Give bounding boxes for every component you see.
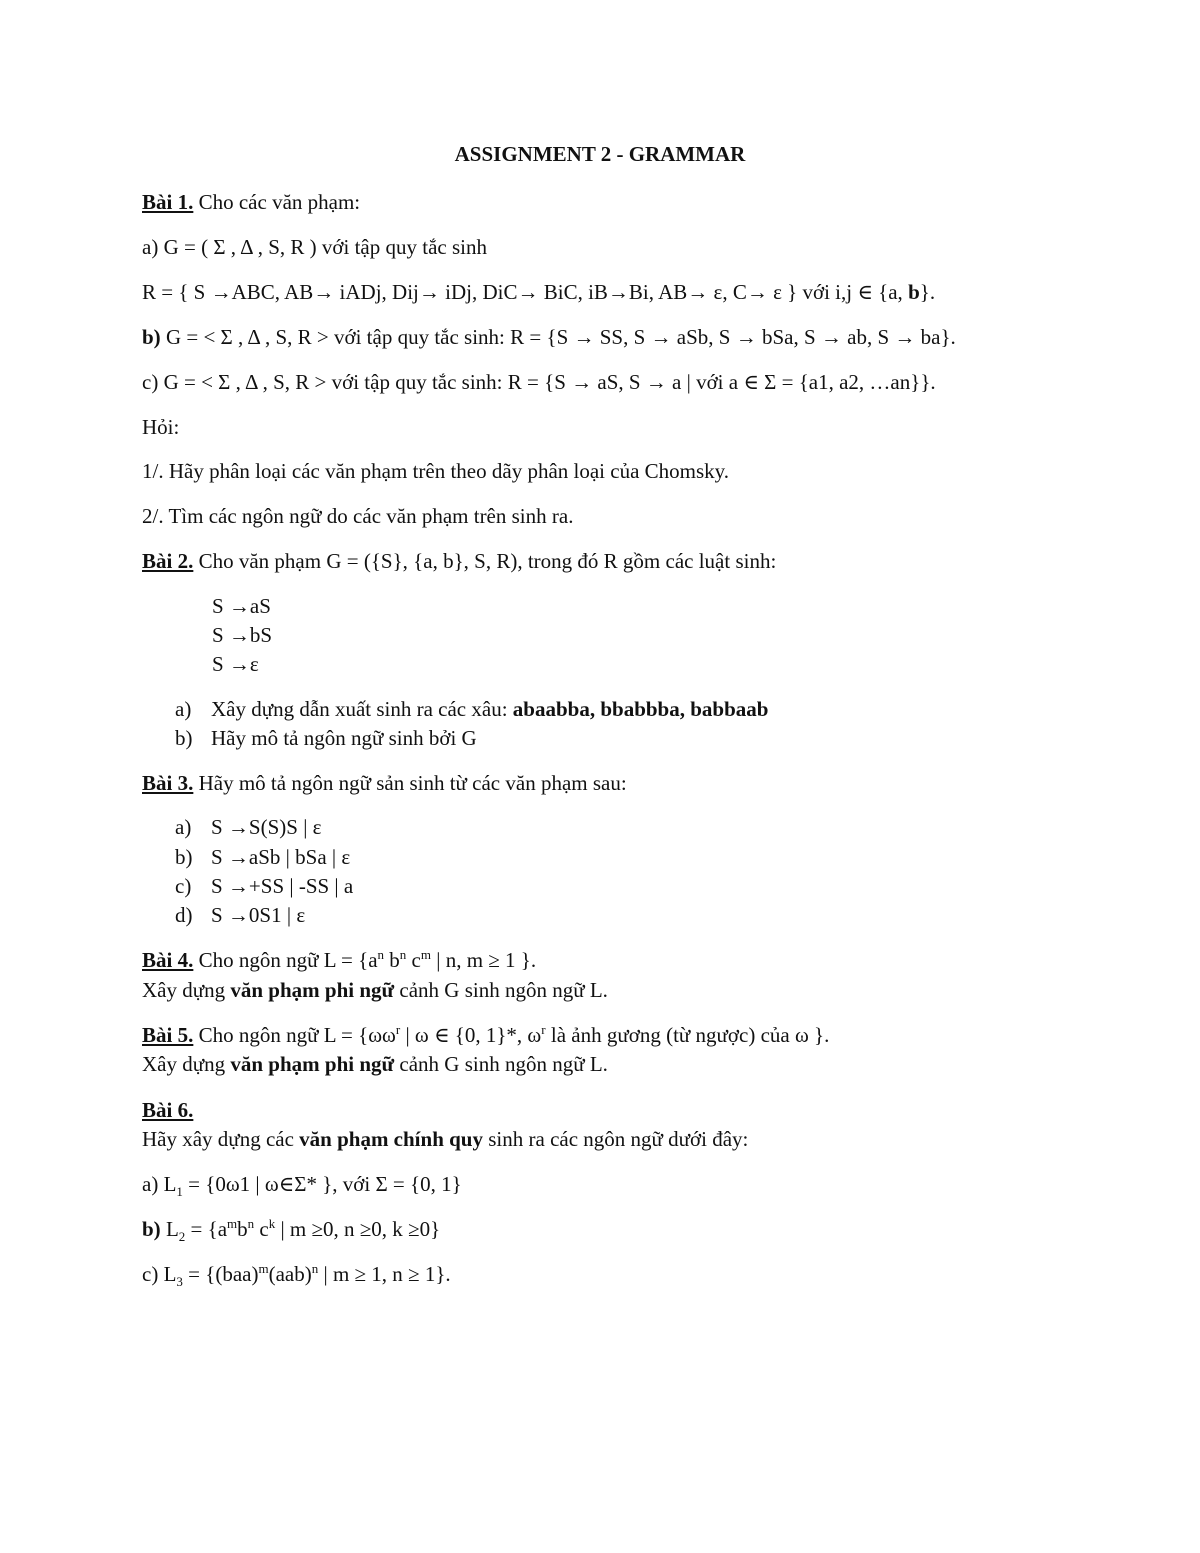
bai3-intro: Bài 3. Hãy mô tả ngôn ngữ sản sinh từ các văn phạm sau: [142, 771, 627, 795]
bai2-item-b: b) Hãy mô tả ngôn ngữ sinh bởi G [175, 726, 477, 750]
bai6-item-b: b) $L_2 = \{a^mb^n$ $c^k$ | m ≥0, n ≥0, k ≥0} [142, 1216, 441, 1245]
bai3-item: d) S →0S1 | ε [175, 903, 306, 927]
bai3-item: a) S →S(S)S | ε [175, 815, 322, 839]
bai6-intro: Hãy xây dựng các văn phạm chính quy sinh ra các ngôn ngữ dưới đây: [142, 1127, 749, 1151]
bai6-item-a: a) $L_1 = \{0\omega 1$ | ω∈Σ* }, với Σ = {0, 1} [142, 1172, 462, 1200]
bai6-heading: Bài 6. [142, 1098, 194, 1122]
bai6-item-c: c) $L_3 = \{(baa)^m(aab)^n$ | m ≥ 1, n ≥ 1}. [142, 1261, 451, 1290]
bai1-c-line: c) G = < Σ , Δ , S, R > với tập quy tắc sinh: R = {S → aS, S → a | với a ∈ Σ = {a1, a2, …an}}. [142, 370, 936, 394]
page-title: ASSIGNMENT 2 - GRAMMAR [454, 142, 746, 166]
bai2-rule: S →aS [212, 594, 271, 618]
bai5-language: Bài 5. Cho ngôn ngữ $L = \{\omega\omega^r$ | ω ∈ {0, 1}*, $\omega^r$ là ảnh gương (từ ngược) của ω }. [142, 1022, 830, 1047]
bai1-question-2: 2/. Tìm các ngôn ngữ do các văn phạm trên sinh ra. [142, 504, 574, 528]
bai3-item: b) S →aSb | bSa | ε [175, 845, 351, 869]
bai1-question-1: 1/. Hãy phân loại các văn phạm trên theo dãy phân loại của Chomsky. [142, 459, 730, 483]
bai5-heading: Bài 5. [142, 1023, 194, 1047]
bai4-heading: Bài 4. [142, 948, 194, 972]
bai2-rule: S →bS [212, 623, 273, 647]
bai1-hoi: Hỏi: [142, 415, 180, 439]
bai1-b-line: b) G = < Σ , Δ , S, R > với tập quy tắc sinh: R = {S → SS, S → aSb, S → bSa, S → ab, S → ba}. [142, 325, 956, 349]
bai2-intro: Bài 2. Cho văn phạm G = ({S}, {a, b}, S, R), trong đó R gồm các luật sinh: [142, 549, 777, 573]
bai4-task: Xây dựng văn phạm phi ngữ cảnh G sinh ngôn ngữ L. [142, 978, 608, 1002]
bai1-a-line1: a) G = ( Σ , Δ , S, R ) với tập quy tắc sinh [142, 235, 487, 259]
bai4-language: Bài 4. Cho ngôn ngữ $L = \{a^n$ $b^n$ $c^m$ | n, m ≥ 1 }. [142, 947, 537, 972]
bai1-intro: Bài 1. Cho các văn phạm: [142, 190, 361, 214]
bai2-item-a: a) Xây dựng dẫn xuất sinh ra các xâu: abaabba, bbabbba, babbaab [175, 697, 769, 721]
bai2-heading: Bài 2. [142, 549, 194, 573]
bai3-heading: Bài 3. [142, 771, 194, 795]
bai2-rule: S →ε [212, 652, 259, 676]
bai3-item: c) S →+SS | -SS | a [175, 874, 354, 898]
bai5-task: Xây dựng văn phạm phi ngữ cảnh G sinh ngôn ngữ L. [142, 1052, 608, 1076]
bai1-heading: Bài 1. [142, 190, 194, 214]
bai1-a-rules: R = { S →ABC, AB→ iADj, Dij→ iDj, DiC→ BiC, iB→Bi, AB→ ε, C→ ε } với i,j ∈ {a, b}. [142, 280, 936, 304]
